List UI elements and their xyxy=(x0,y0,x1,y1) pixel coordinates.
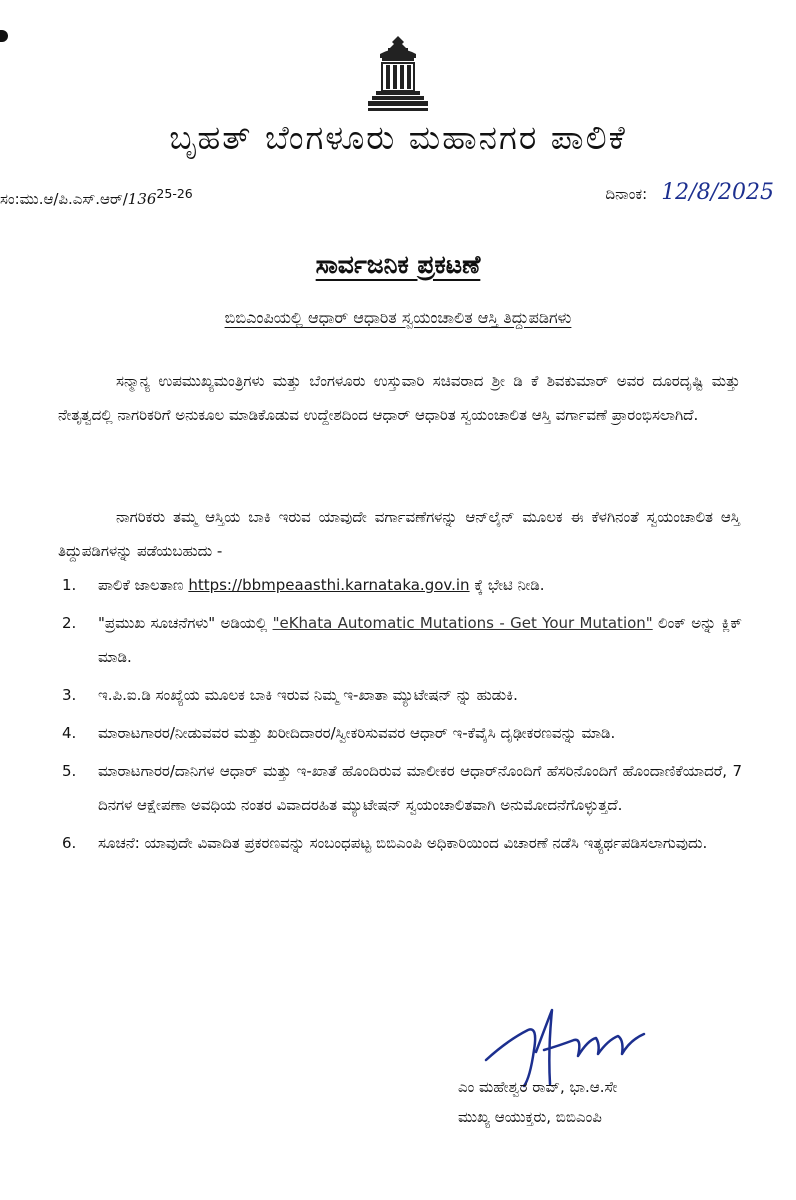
reference-number-handwritten: 136 xyxy=(127,190,157,208)
step-text: ಲಿಂಕ್ ಅನ್ನು ಕ್ಲಿಕ್ ಮಾಡಿ. xyxy=(98,614,742,666)
step-number: 6. xyxy=(62,834,77,852)
step-text: ಕ್ಕೆ ಭೇಟಿ ನೀಡಿ. xyxy=(469,576,545,594)
date-label: ದಿನಾಂಕ: xyxy=(605,185,648,203)
step-number: 4. xyxy=(62,724,77,742)
bbmp-emblem-icon xyxy=(364,34,432,118)
date-value-handwritten: 12/8/2025 xyxy=(661,180,774,205)
intro-paragraph: ಸನ್ಮಾನ್ಯ ಉಪಮುಖ್ಯಮಂತ್ರಿಗಳು ಮತ್ತು ಬೆಂಗಳೂರು ಉಸ್ತುವಾರಿ ಸಚಿವರಾದ ಶ್ರೀ ಡಿ ಕೆ ಶಿವಕುಮಾರ್ ಅವರ ದೂರದೃಷ್ಟಿ ಮತ್ತು ನೇತೃತ್ವದಲ್ಲಿ ನಾಗರಿಕರಿಗೆ ಅನುಕೂಲ ಮಾಡಿಕೊಡುವ ಉದ್ದೇಶದಿಂದ ಆಧಾರ್ ಆಧಾರಿತ ಸ್ವಯಂಚಾಲಿತ ಆಸ್ತಿ ವರ್ಗಾವಣೆ ಪ್ರಾರಂಭಿಸಲಾಗಿದೆ. xyxy=(58,372,740,424)
step-text: "ಪ್ರಮುಖ ಸೂಚನೆಗಳು" ಅಡಿಯಲ್ಲಿ xyxy=(98,614,273,632)
corner-mark xyxy=(0,30,8,42)
step-number: 2. xyxy=(62,614,77,632)
list-item xyxy=(62,826,742,860)
reference-year: 25-26 xyxy=(156,186,193,201)
ekhata-mutation-link[interactable]: "eKhata Automatic Mutations - Get Your Mutation" xyxy=(272,614,653,632)
signatory-designation: ಮುಖ್ಯ ಆಯುಕ್ತರು, ಬಿಬಿಎಂಪಿ xyxy=(458,1108,602,1126)
list-item xyxy=(62,678,742,712)
step-number: 5. xyxy=(62,762,77,780)
list-item xyxy=(62,568,742,602)
notice-title: ಸಾರ್ವಜನಿಕ ಪ್ರಕಟಣೆ xyxy=(315,250,481,279)
step-text: ಇ.ಪಿ.ಐ.ಡಿ ಸಂಖ್ಯೆಯ ಮೂಲಕ ಬಾಕಿ ಇರುವ ನಿಮ್ಮ ಇ-ಖಾತಾ ಮ್ಯುಟೇಷನ್ ನ್ನು ಹುಡುಕಿ. xyxy=(98,686,518,704)
notice-subtitle: ಬಿಬಿಎಂಪಿಯಲ್ಲಿ ಆಧಾರ್ ಆಧಾರಿತ ಸ್ವಯಂಚಾಲಿತ ಆಸ್ತಿ ತಿದ್ದುಪಡಿಗಳು xyxy=(224,308,572,327)
list-item xyxy=(62,606,742,674)
step-number: 3. xyxy=(62,686,77,704)
list-item xyxy=(62,754,742,822)
step-text: ಸೂಚನೆ: ಯಾವುದೇ ವಿವಾದಿತ ಪ್ರಕರಣವನ್ನು ಸಂಬಂಧಪಟ್ಟ ಬಿಬಿಎಂಪಿ ಅಧಿಕಾರಿಯಿಂದ ವಿಚಾರಣೆ ನಡೆಸಿ ಇತ್ಯರ್ಥಪಡಿಸಲಾಗುವುದು. xyxy=(98,834,708,852)
portal-link[interactable]: https://bbmpeaasthi.karnataka.gov.in xyxy=(188,576,470,594)
reference-prefix: ಸಂ:ಮು.ಆ/ಪಿ.ಎಸ್.ಆರ್/ xyxy=(0,190,128,208)
step-text: ಪಾಲಿಕೆ ಜಾಲತಾಣ xyxy=(98,576,189,594)
instructions-paragraph: ನಾಗರಿಕರು ತಮ್ಮ ಆಸ್ತಿಯ ಬಾಕಿ ಇರುವ ಯಾವುದೇ ವರ್ಗಾವಣೆಗಳನ್ನು ಆನ್‌ಲೈನ್ ಮೂಲಕ ಈ ಕೆಳಗಿನಂತೆ ಸ್ವಯಂಚಾಲಿತ ಆಸ್ತಿ ತಿದ್ದುಪಡಿಗಳನ್ನು ಪಡೆಯಬಹುದು - xyxy=(58,508,740,560)
organization-name: ಬೃಹತ್ ಬೆಂಗಳೂರು ಮಹಾನಗರ ಪಾಲಿಕೆ xyxy=(169,118,627,157)
steps-list xyxy=(62,568,742,864)
signatory-name: ಎಂ ಮಹೇಶ್ವರ ರಾವ್, ಭಾ.ಆ.ಸೇ xyxy=(458,1078,618,1096)
reference-number xyxy=(0,186,193,208)
step-number: 1. xyxy=(62,576,77,594)
step-text: ಮಾರಾಟಗಾರರ/ನೀಡುವವರ ಮತ್ತು ಖರೀದಿದಾರರ/ಸ್ವೀಕರಿಸುವವರ ಆಧಾರ್ ಇ-ಕೆವೈಸಿ ದೃಢೀಕರಣವನ್ನು ಮಾಡಿ. xyxy=(98,724,616,742)
date-block xyxy=(605,180,774,205)
list-item xyxy=(62,716,742,750)
step-text: ಮಾರಾಟಗಾರರ/ದಾನಿಗಳ ಆಧಾರ್ ಮತ್ತು ಇ-ಖಾತೆ ಹೊಂದಿರುವ ಮಾಲೀಕರ ಆಧಾರ್‌ನೊಂದಿಗೆ ಹೆಸರಿನೊಂದಿಗೆ ಹೊಂದಾಣಿಕೆಯಾದರೆ, 7 ದಿನಗಳ ಆಕ್ಷೇಪಣಾ ಅವಧಿಯ ನಂತರ ವಿವಾದರಹಿತ ಮ್ಯುಟೇಷನ್ ಸ್ವಯಂಚಾಲಿತವಾಗಿ ಅನುಮೋದನೆಗೊಳ್ಳುತ್ತದೆ. xyxy=(98,762,742,814)
